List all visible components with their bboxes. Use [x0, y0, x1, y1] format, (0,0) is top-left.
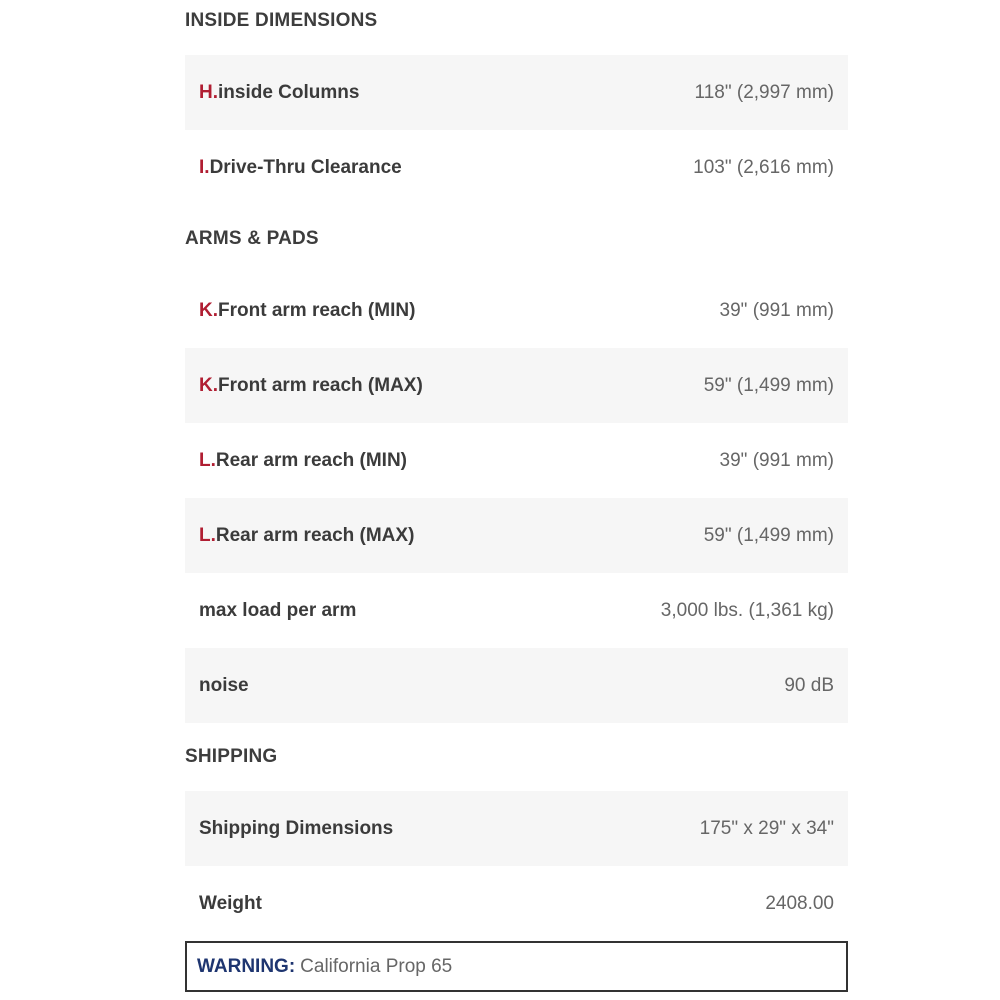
spec-row-rear-arm-reach-min	[185, 423, 848, 498]
section-inside-dimensions	[185, 0, 848, 205]
row-value: 59" (1,499 mm)	[703, 524, 834, 546]
row-value: 59" (1,499 mm)	[703, 374, 834, 396]
row-marker: H.	[199, 81, 218, 103]
section-heading: INSIDE DIMENSIONS	[185, 10, 378, 31]
row-label: Front arm reach (MAX)	[218, 374, 423, 396]
row-label: noise	[199, 674, 249, 696]
row-value: 39" (991 mm)	[719, 299, 834, 321]
spec-row-shipping-dimensions	[185, 791, 848, 866]
row-value: 175" x 29" x 34"	[699, 817, 834, 839]
row-value: 118" (2,997 mm)	[694, 81, 834, 103]
row-value: 2408.00	[765, 892, 834, 914]
row-value: 39" (991 mm)	[719, 449, 834, 471]
row-label: inside Columns	[218, 81, 360, 103]
row-value: 3,000 lbs. (1,361 kg)	[660, 599, 834, 621]
warning-label: WARNING:	[197, 955, 296, 977]
row-value: 90 dB	[784, 674, 834, 696]
section-shipping	[185, 723, 848, 941]
spec-row-rear-arm-reach-max	[185, 498, 848, 573]
prop65-warning-box	[185, 941, 848, 992]
spec-row-drive-thru-clearance	[185, 130, 848, 205]
row-label: Shipping Dimensions	[199, 817, 394, 839]
row-label: Front arm reach (MIN)	[218, 299, 416, 321]
spec-row-front-arm-reach-min	[185, 273, 848, 348]
spec-row-weight	[185, 866, 848, 941]
section-arms-pads	[185, 205, 848, 723]
spec-row-max-load-per-arm	[185, 573, 848, 648]
row-label: Rear arm reach (MIN)	[215, 449, 408, 471]
row-marker: L.	[199, 449, 216, 471]
warning-text: California Prop 65	[300, 955, 453, 977]
section-heading: ARMS & PADS	[185, 228, 319, 249]
spec-row-inside-columns	[185, 55, 848, 130]
section-heading: SHIPPING	[185, 746, 278, 767]
spec-row-noise	[185, 648, 848, 723]
row-label: Weight	[199, 892, 262, 914]
row-marker: I.	[199, 156, 210, 178]
row-marker: K.	[199, 299, 218, 321]
spec-row-front-arm-reach-max	[185, 348, 848, 423]
row-label: max load per arm	[199, 599, 357, 621]
row-label: Rear arm reach (MAX)	[215, 524, 415, 546]
row-value: 103" (2,616 mm)	[693, 156, 834, 178]
row-marker: L.	[199, 524, 216, 546]
specifications-panel	[185, 0, 848, 941]
row-label: Drive-Thru Clearance	[209, 156, 402, 178]
row-marker: K.	[199, 374, 218, 396]
